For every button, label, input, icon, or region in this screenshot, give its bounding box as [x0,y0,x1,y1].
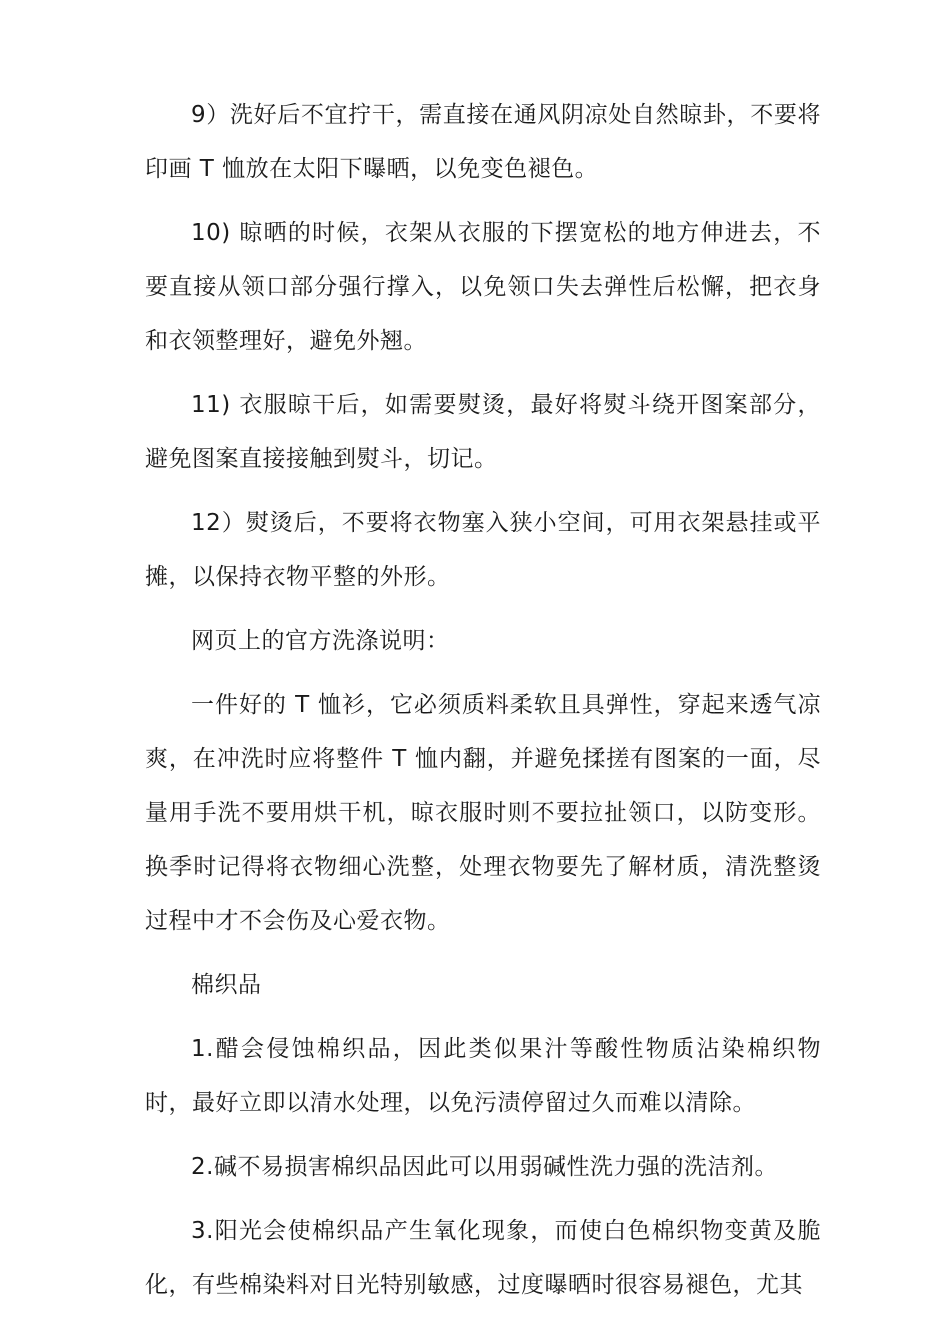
paragraph-9-drying: 9）洗好后不宜拧干，需直接在通风阴凉处自然晾卦，不要将印画 T 恤放在太阳下曝晒，以免变色褪色。 [145,102,821,182]
official-instructions-text: 一件好的 T 恤衫，它必须质料柔软且具弹性，穿起来透气凉爽，在冲洗时应将整件 T 恤内翻，并避免揉搓有图案的一面，尽量用手洗不要用烘干机，晾衣服时则不要拉扯领口，以防变形。换季时记得将衣物细心洗整，处理衣物要先了解材质，清洗整烫过程中才不会伤及心爱衣物。 [145,692,821,934]
cotton-item-2: 2.碱不易损害棉织品因此可以用弱碱性洗力强的洗洁剂。 [191,1154,778,1180]
cotton-heading: 棉织品 [191,972,262,998]
paragraph-12-storage: 12）熨烫后，不要将衣物塞入狭小空间，可用衣架悬挂或平摊，以保持衣物平整的外形。 [145,510,821,590]
official-instructions-heading: 网页上的官方洗涤说明： [191,628,450,654]
cotton-item-1: 1.醋会侵蚀棉织品，因此类似果汁等酸性物质沾染棉织物时，最好立即以清水处理，以免污渍停留过久而难以清除。 [145,1036,821,1116]
paragraph-11-ironing: 11) 衣服晾干后，如需要熨烫，最好将熨斗绕开图案部分，避免图案直接接触到熨斗，切记。 [145,392,821,472]
paragraph-10-hanging: 10) 晾晒的时候，衣架从衣服的下摆宽松的地方伸进去，不要直接从领口部分强行撑入，以免领口失去弹性后松懈，把衣身和衣领整理好，避免外翘。 [145,220,821,354]
document-body [145,88,821,1322]
cotton-item-3: 3.阳光会使棉织品产生氧化现象，而使白色棉织物变黄及脆化，有些棉染料对日光特别敏感，过度曝晒时很容易褪色，尤其 [145,1218,821,1298]
